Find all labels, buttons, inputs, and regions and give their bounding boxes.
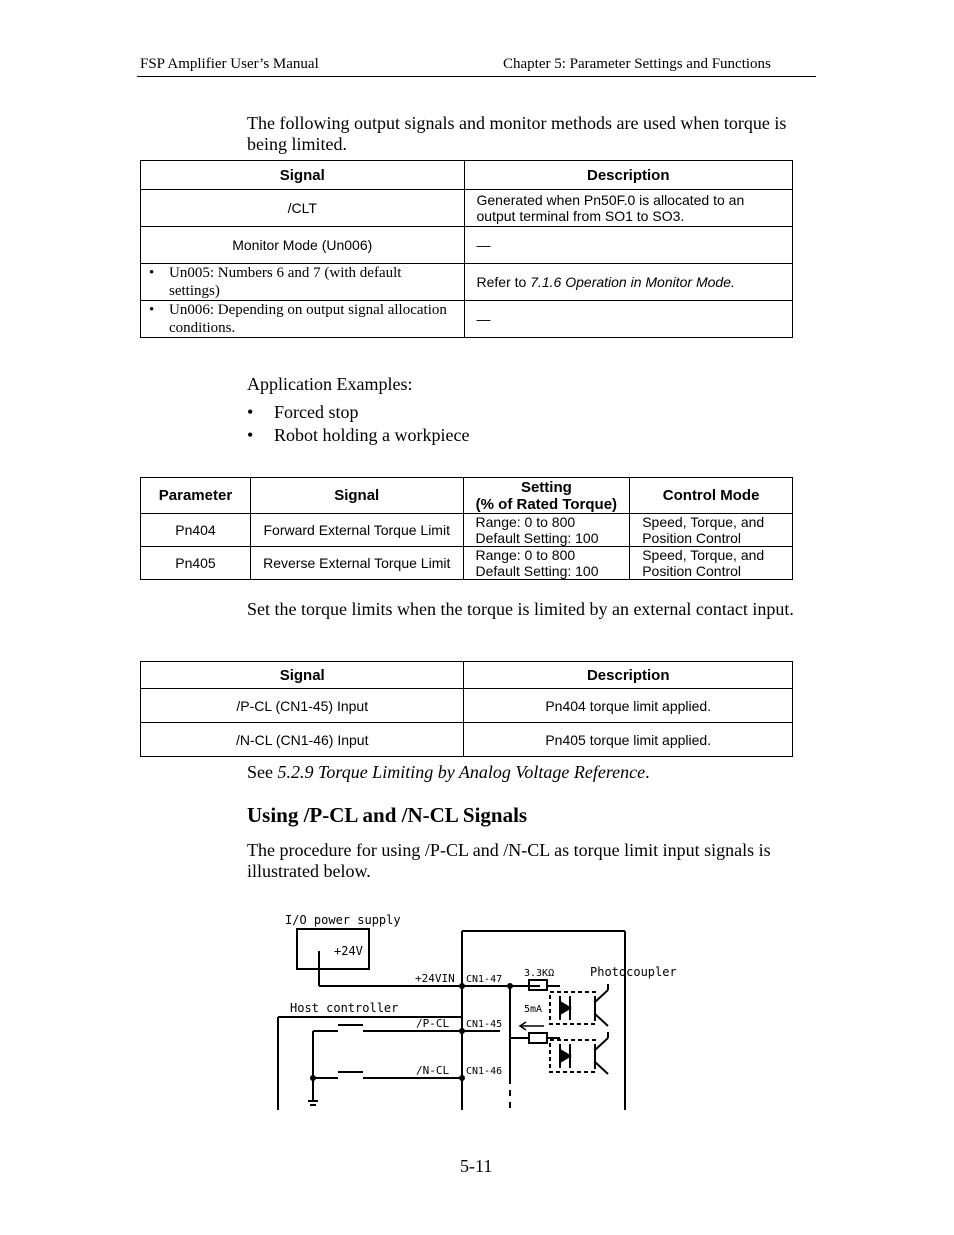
- setting-header-line1: Setting: [520, 478, 572, 496]
- range-text: Range: 0 to 800: [475, 547, 576, 563]
- default-text: Default Setting: 100: [475, 563, 599, 579]
- see-suffix: .: [645, 762, 650, 782]
- set-limits-paragraph: Set the torque limits when the torque is limited by an external contact input.: [247, 599, 794, 619]
- table1-cell: /CLT: [141, 190, 465, 227]
- mode-text: Position Control: [642, 563, 742, 579]
- see-link-text: 5.2.9 Torque Limiting by Analog Voltage Reference: [277, 762, 646, 782]
- table2-cell: Pn404: [141, 514, 251, 547]
- photocoupler-label: Photocoupler: [590, 965, 677, 979]
- cn45-label: CN1-45: [466, 1019, 503, 1030]
- table2-header-parameter: Parameter: [141, 478, 251, 514]
- table3-header-signal: Signal: [141, 662, 464, 689]
- mode-text: Speed, Torque, and: [642, 547, 765, 563]
- cn47-label: CN1-47: [466, 974, 503, 985]
- refer-link-text: 7.1.6 Operation in Monitor Mode.: [530, 274, 735, 290]
- list-item: • Robot holding a workpiece: [247, 425, 470, 445]
- table1-cell: —: [464, 301, 793, 338]
- section-paragraph: The procedure for using /P-CL and /N-CL as torque limit input signals is illustrated below.: [247, 840, 771, 881]
- table3-cell: /P-CL (CN1-45) Input: [141, 689, 464, 723]
- range-text: Range: 0 to 800: [475, 514, 576, 530]
- table3-cell: /N-CL (CN1-46) Input: [141, 723, 464, 757]
- current-label: 5mA: [524, 1004, 543, 1015]
- table1-cell: • Un006: Depending on output signal allocation conditions.: [141, 301, 465, 338]
- table1-header-signal: Signal: [141, 161, 465, 190]
- section-heading: Using /P-CL and /N-CL Signals: [247, 803, 528, 827]
- cn46-label: CN1-46: [466, 1066, 503, 1077]
- bullet-text: Un005: Numbers 6 and 7 (with default settings): [169, 265, 402, 299]
- setting-header-line2: (% of Rated Torque): [475, 495, 618, 513]
- table2-header-signal: Signal: [250, 478, 463, 514]
- host-controller-label: Host controller: [290, 1001, 399, 1015]
- table1-cell: Monitor Mode (Un006): [141, 227, 465, 264]
- list-item: • Forced stop: [247, 402, 359, 422]
- refer-prefix: Refer to: [476, 274, 531, 290]
- photocoupler-2: [550, 1040, 595, 1072]
- running-header-left: FSP Amplifier User’s Manual: [140, 56, 319, 72]
- ncl-label: /N-CL: [416, 1064, 450, 1077]
- photocoupler-1: [550, 992, 595, 1024]
- default-text: Default Setting: 100: [475, 530, 599, 546]
- table1-cell: —: [464, 227, 793, 264]
- resistor-label: 3.3KΩ: [524, 968, 555, 979]
- table3-cell: Pn404 torque limit applied.: [464, 689, 793, 723]
- table1-cell: • Un005: Numbers 6 and 7 (with default settings): [141, 264, 465, 301]
- running-header-right: Chapter 5: Parameter Settings and Functions: [503, 56, 771, 72]
- table2-cell: Reverse External Torque Limit: [250, 547, 463, 580]
- table2-cell: Forward External Torque Limit: [250, 514, 463, 547]
- table2-cell: Pn405: [141, 547, 251, 580]
- bullet-text: Un006: Depending on output signal allocation conditions.: [169, 302, 447, 336]
- mode-text: Speed, Torque, and: [642, 514, 765, 530]
- vin-label: +24VIN: [415, 972, 455, 985]
- list-item-text: Robot holding a workpiece: [274, 425, 470, 445]
- table3-cell: Pn405 torque limit applied.: [464, 723, 793, 757]
- table1-header-description: Description: [464, 161, 793, 190]
- table2-header-mode: Control Mode: [630, 478, 793, 514]
- table1-cell: Generated when Pn50F.0 is allocated to an output terminal from SO1 to SO3.: [464, 190, 793, 227]
- page-number: 5-11: [460, 1156, 493, 1176]
- intro-paragraph: The following output signals and monitor methods are used when torque is being limited.: [247, 113, 787, 154]
- table3-header-description: Description: [464, 662, 793, 689]
- v24-label: +24V: [334, 944, 363, 958]
- io-supply-label: I/O power supply: [285, 913, 401, 927]
- list-item-text: Forced stop: [274, 402, 359, 422]
- pcl-label: /P-CL: [416, 1017, 450, 1030]
- mode-text: Position Control: [642, 530, 742, 546]
- see-prefix: See: [247, 762, 278, 782]
- app-examples-title: Application Examples:: [247, 374, 413, 394]
